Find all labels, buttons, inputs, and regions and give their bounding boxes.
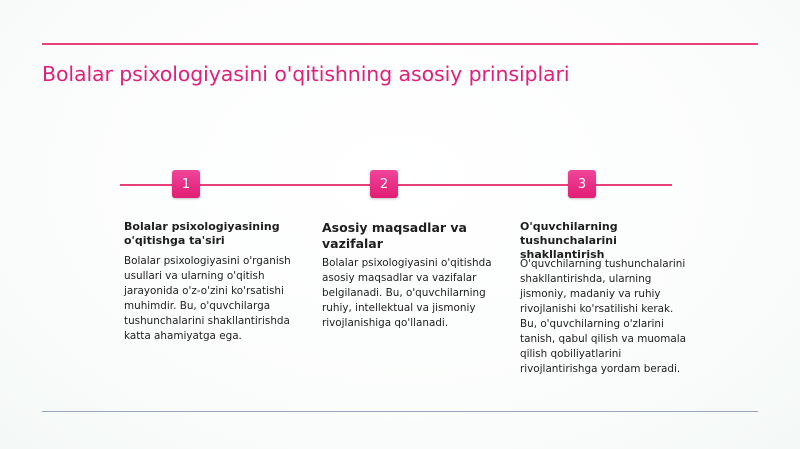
step-marker-2: 2 bbox=[370, 170, 398, 198]
step-column-3 bbox=[520, 220, 692, 378]
bottom-divider bbox=[42, 411, 758, 412]
step-body: Bolalar psixologiyasini o'rganish usullari va ularning o'qitish jarayonida o'z-o'zini ko'rsatishi muhimdir. Bu, o'quvchilarga tushunchalarini shakllantirishda katta ahamiyatga ega. bbox=[124, 255, 291, 342]
step-column-1 bbox=[124, 220, 296, 344]
top-divider bbox=[42, 43, 758, 45]
step-marker-3: 3 bbox=[568, 170, 596, 198]
step-heading: Asosiy maqsadlar va vazifalar bbox=[322, 220, 467, 251]
step-marker-1: 1 bbox=[172, 170, 200, 198]
step-column-2 bbox=[322, 220, 494, 331]
slide-title: Bolalar psixologiyasini o'qitishning asosiy prinsiplari bbox=[42, 62, 570, 86]
step-body: Bolalar psixologiyasini o'qitishda asosiy maqsadlar va vazifalar belgilanadi. Bu, o'quvchilarning ruhiy, intellektual va jismoniy rivojlanishiga qo'llanadi. bbox=[322, 257, 492, 329]
step-heading: Bolalar psixologiyasining o'qitishga ta'siri bbox=[124, 220, 280, 247]
step-heading: O'quvchilarning tushunchalarini shakllantirish bbox=[520, 220, 618, 261]
step-body: O'quvchilarning tushunchalarini shakllantirishda, ularning jismoniy, madaniy va ruhiy rivojlanishi ko'rsatilishi kerak. Bu, o'quvchilarning o'zlarini tanish, qabul qilish va muomala qilish qobiliyatlarini rivojlantirishga yordam beradi. bbox=[520, 258, 687, 375]
